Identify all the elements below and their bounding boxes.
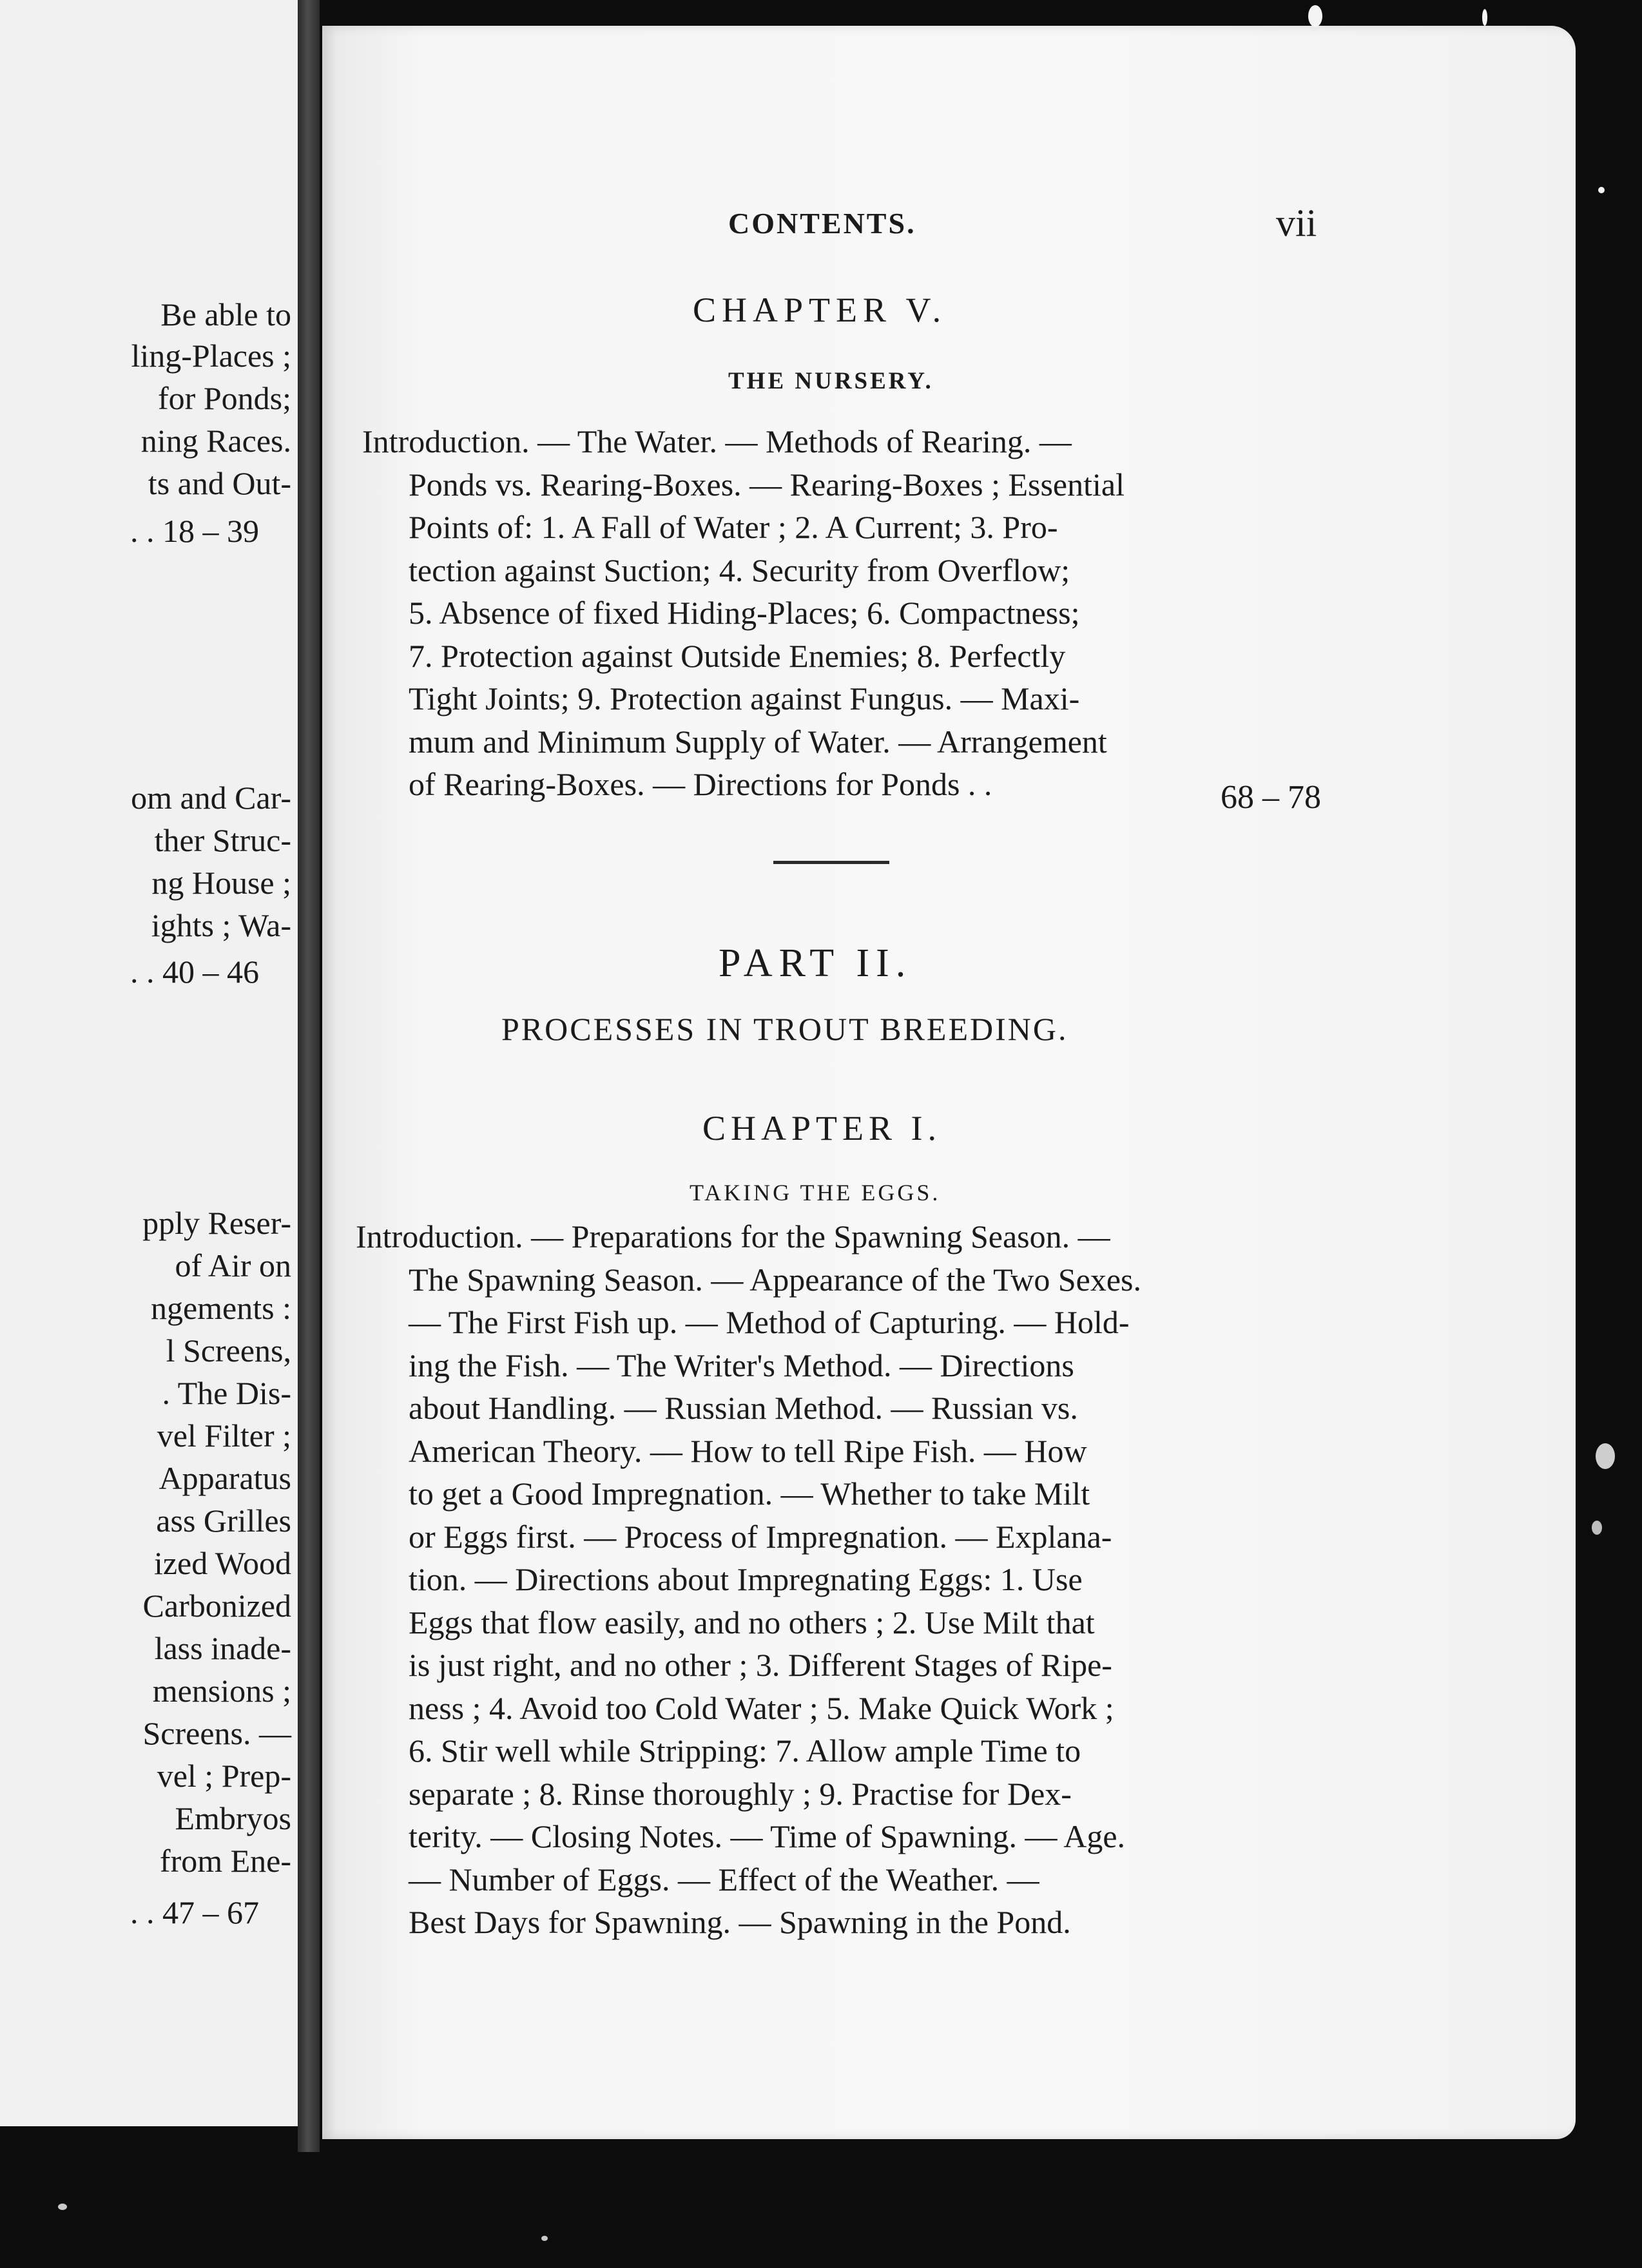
book-spine-gutter — [298, 0, 320, 2152]
summary-line: Tight Joints; 9. Protection against Fungus. — Maxi- — [409, 680, 1080, 716]
left-line: for Ponds; — [158, 380, 291, 416]
left-line: vel Filter ; — [157, 1418, 291, 1454]
summary-line: 6. Stir well while Stripping: 7. Allow ample Time to — [409, 1733, 1081, 1769]
part-ii-subtitle: PROCESSES IN TROUT BREEDING. — [501, 1011, 1068, 1047]
left-line: Apparatus — [159, 1460, 291, 1496]
left-line: Screens. — — [142, 1715, 291, 1751]
left-line: Be able to — [160, 296, 291, 332]
summary-line: is just right, and no other ; 3. Different Stages of Ripe- — [409, 1647, 1112, 1683]
summary-line: Ponds vs. Rearing-Boxes. — Rearing-Boxes ; Essential — [409, 466, 1125, 503]
summary-line: American Theory. — How to tell Ripe Fish. — How — [409, 1432, 1087, 1469]
left-line: l Screens, — [166, 1332, 291, 1369]
summary-line: of Rearing-Boxes. — Directions for Ponds . . — [409, 766, 992, 802]
summary-line: about Handling. — Russian Method. — Russian vs. — [409, 1390, 1078, 1426]
summary-line: mum and Minimum Supply of Water. — Arrangement — [409, 723, 1107, 760]
page-number: vii — [1276, 202, 1317, 244]
summary-line: Best Days for Spawning. — Spawning in the Pond. — [409, 1904, 1071, 1940]
left-line: ights ; Wa- — [151, 907, 291, 943]
scan-speck — [58, 2204, 67, 2210]
left-line: of Air on — [175, 1247, 291, 1283]
left-line: om and Car- — [131, 780, 291, 816]
left-line: . The Dis- — [162, 1375, 291, 1411]
left-page-fragment — [0, 0, 298, 2126]
summary-line: — Number of Eggs. — Effect of the Weather. — — [409, 1861, 1039, 1898]
summary-line: 5. Absence of fixed Hiding-Places; 6. Compactness; — [409, 595, 1080, 631]
part-ii-title: PART II. — [719, 941, 913, 985]
left-line: ass Grilles — [156, 1503, 291, 1539]
left-line: ling-Places ; — [131, 338, 291, 374]
chapter-i-subtitle: TAKING THE EGGS. — [690, 1180, 941, 1206]
left-line: Carbonized — [142, 1588, 291, 1624]
summary-line: ing the Fish. — The Writer's Method. — Directions — [409, 1347, 1074, 1383]
left-line: ther Struc- — [154, 822, 291, 858]
summary-line: Eggs that flow easily, and no others ; 2. Use Milt that — [409, 1604, 1095, 1640]
scan-speck — [1482, 9, 1487, 26]
section-rule — [773, 861, 889, 864]
summary-line: Points of: 1. A Fall of Water ; 2. A Current; 3. Pro- — [409, 509, 1058, 545]
chapter-i-summary — [356, 1215, 1253, 1944]
left-page-range: . . 40 – 46 — [130, 954, 259, 990]
chapter-v-title: CHAPTER V. — [693, 291, 947, 329]
summary-line: The Spawning Season. — Appearance of the Two Sexes. — [409, 1261, 1141, 1298]
summary-line: Introduction. — Preparations for the Spawning Season. — — [356, 1218, 1110, 1254]
scan-speck — [541, 2236, 548, 2241]
left-line: Embryos — [175, 1800, 291, 1836]
contents-page — [322, 26, 1576, 2139]
chapter-v-subtitle: THE NURSERY. — [728, 368, 934, 394]
summary-line: to get a Good Impregnation. — Whether to take Milt — [409, 1475, 1090, 1512]
left-page-range: . . 18 – 39 — [130, 513, 259, 549]
summary-line: 7. Protection against Outside Enemies; 8. Perfectly — [409, 637, 1066, 674]
left-line: ngements : — [150, 1290, 291, 1326]
summary-line: or Eggs first. — Process of Impregnation. — Explana- — [409, 1518, 1112, 1555]
left-line: mensions ; — [152, 1673, 291, 1709]
left-line: ng House ; — [151, 865, 291, 901]
left-line: ning Races. — [140, 423, 291, 459]
left-line: vel ; Prep- — [157, 1758, 291, 1794]
summary-line: tection against Suction; 4. Security from Overflow; — [409, 552, 1070, 588]
summary-line: Introduction. — The Water. — Methods of Rearing. — — [362, 423, 1072, 459]
chapter-i-title: CHAPTER I. — [702, 1109, 942, 1148]
left-line: from Ene- — [159, 1843, 291, 1879]
left-line: ized Wood — [153, 1545, 291, 1581]
scan-speck — [1596, 1443, 1615, 1469]
summary-line: — The First Fish up. — Method of Capturing. — Hold- — [409, 1304, 1130, 1340]
summary-line: tion. — Directions about Impregnating Eggs: 1. Use — [409, 1561, 1083, 1597]
summary-line: ness ; 4. Avoid too Cold Water ; 5. Make Quick Work ; — [409, 1689, 1114, 1726]
scan-speck — [1308, 5, 1322, 27]
running-head: CONTENTS. — [728, 207, 916, 240]
scan-speck — [1592, 1521, 1602, 1535]
summary-line: terity. — Closing Notes. — Time of Spawning. — Age. — [409, 1818, 1126, 1854]
left-line: lass inade- — [154, 1630, 291, 1666]
chapter-v-summary — [362, 420, 1242, 806]
scan-speck — [1598, 187, 1605, 193]
chapter-v-page-range: 68 – 78 — [1221, 779, 1321, 816]
left-line: pply Reser- — [142, 1205, 291, 1241]
summary-line: separate ; 8. Rinse thoroughly ; 9. Practise for Dex- — [409, 1775, 1072, 1812]
left-line: ts and Out- — [148, 465, 291, 501]
left-page-range: . . 47 – 67 — [130, 1894, 259, 1930]
